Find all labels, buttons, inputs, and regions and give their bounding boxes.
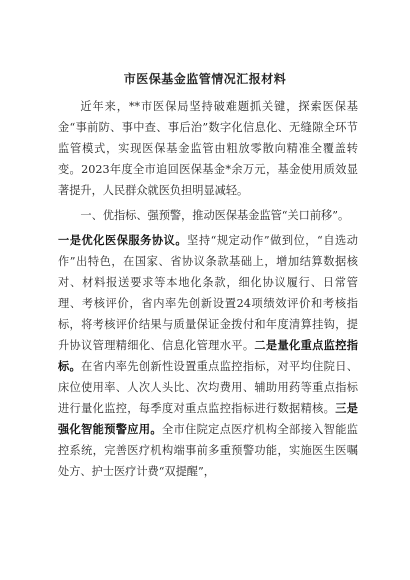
document-body xyxy=(58,96,358,482)
intro-paragraph: 近年来，**市医保局坚持破难题抓关键，探索医保基金“事前防、事中查、事后治”数字化信息化、无缝隙全环节监管模式，实现医保基金监管由粗放零散向精准全覆盖转变。2023年度全市追回医保基金*余万元，基金使用质效显著提升，人民群众就医负担明显减轻。 xyxy=(58,100,358,197)
item-1-text: 坚持“规定动作”做到位，“自选动作”出特色，在国家、省协议条款基础上，增加结算数据核对、材料报送要求等本地化条款，细化协议履行、日常管理、考核评价，省内率先创新设置24项绩效评价和考核指标，将考核评价结果与质量保证金拨付和年度清算挂钩，提升协议管理精细化、信息化管理水平。 xyxy=(58,234,358,352)
document-title: 市医保基金监管情况汇报材料 xyxy=(123,72,287,86)
item-1-heading: 一是优化医保服务协议。 xyxy=(58,233,188,247)
item-2-text: 在省内率先创新性设置重点监控指标，对平均住院日、床位使用率、人次人头比、次均费用、辅助用药等重点指标进行量化监控，每季度对重点监控指标进行数据精核。 xyxy=(58,360,358,415)
item-3-text: 全市住院定点医疗机构全部接入智能监控系统，完善医疗机构端事前多重预警功能，实施医生医嘱处方、护士医疗计费“双提醒”， xyxy=(58,423,358,478)
section-1-body xyxy=(58,230,358,482)
section-heading-1: 一、优指标、强预警，推动医保基金监管“关口前移”。 xyxy=(80,209,350,222)
item-3-heading: 三是强化智能预警应用。 xyxy=(58,401,358,436)
item-2-heading: 二是量化重点监控指标。 xyxy=(58,338,358,373)
